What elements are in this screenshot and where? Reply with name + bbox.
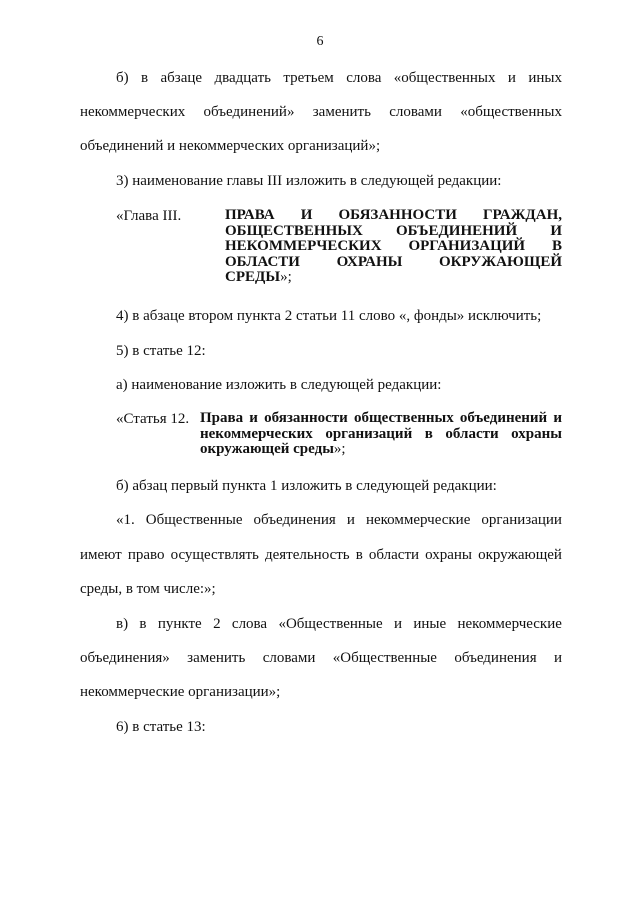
word: двадцать (214, 70, 271, 86)
word: словами (262, 650, 316, 666)
chapter-title-line: СРЕДЫ»; (225, 269, 292, 285)
word: объединения (253, 512, 336, 528)
article-title (200, 411, 562, 458)
word: в (355, 547, 363, 563)
word: и (507, 70, 516, 86)
word: слова (231, 616, 268, 632)
word: и (393, 616, 403, 632)
article-title-line: окружающей среды»; (200, 441, 346, 457)
text-line: 4) в абзаце втором пункта 2 статьи 11 слово «, фонды» исключить; (116, 308, 542, 324)
text-line: б) абзац первый пункта 1 изложить в следующей редакции: (116, 478, 497, 494)
word: иные (413, 616, 447, 632)
word: словами (389, 104, 442, 120)
word: «общественных (460, 104, 562, 120)
word: «Общественные (332, 650, 437, 666)
text-line (116, 70, 562, 87)
word: в (141, 70, 149, 86)
text-line: 6) в статье 13: (116, 719, 206, 735)
word: заменить (187, 650, 246, 666)
page-number: 6 (316, 34, 324, 49)
text-line (80, 104, 562, 121)
article-label: «Статья 12. (116, 411, 190, 427)
text-line: некоммерческие организации»; (80, 684, 281, 700)
text-line (116, 512, 562, 529)
word: объединений» (203, 104, 295, 120)
word: охраны (425, 547, 473, 563)
chapter-title (225, 208, 562, 286)
text-line (80, 650, 562, 667)
word: право (127, 547, 165, 563)
word: 2 (213, 616, 221, 632)
word: «1. (116, 512, 135, 528)
word: организации (481, 512, 562, 528)
text-line (80, 547, 562, 564)
word: окружающей (478, 547, 562, 563)
text-line: объединений и некоммерческих организаций»; (80, 138, 381, 154)
word: заменить (312, 104, 371, 120)
word: б) (116, 70, 129, 86)
text-line: 3) наименование главы III изложить в следующей редакции: (116, 173, 502, 189)
word: абзаце (160, 70, 203, 86)
word: третьем (283, 70, 334, 86)
word: «общественных (393, 70, 496, 86)
word: в (139, 616, 147, 632)
word: в) (116, 616, 129, 632)
chapter-title-line: НЕКОММЕРЧЕСКИХ ОРГАНИЗАЦИЙ В (225, 238, 562, 254)
word: иных (528, 70, 562, 86)
word: некоммерческие (365, 512, 471, 528)
text-line: 5) в статье 12: (116, 343, 206, 359)
chapter-title-line: ОБЛАСТИ ОХРАНЫ ОКРУЖАЮЩЕЙ (225, 253, 562, 270)
word: некоммерческих (80, 104, 186, 120)
word: и (553, 650, 562, 666)
chapter-title-line: ОБЩЕСТВЕННЫХ ОБЪЕДИНЕНИЙ И (225, 222, 562, 239)
text-line (116, 616, 562, 633)
article-title-block (116, 411, 562, 458)
word: области (368, 547, 420, 563)
word: объединения» (80, 650, 170, 666)
word: некоммерческие (457, 616, 562, 632)
chapter-title-block (116, 208, 562, 286)
chapter-label: «Глава III. (116, 208, 182, 224)
word: осуществлять (170, 547, 259, 563)
word: слова (346, 70, 382, 86)
word: и (346, 512, 355, 528)
word: деятельность (264, 547, 350, 563)
word: Общественные (145, 512, 243, 528)
word: объединения (454, 650, 537, 666)
text-line: а) наименование изложить в следующей редакции: (116, 377, 442, 393)
article-title-line: некоммерческих организаций в области охраны (200, 425, 562, 442)
word: «Общественные (278, 616, 383, 632)
word: имеют (80, 547, 122, 563)
article-title-line: Права и обязанности общественных объединений и (200, 410, 562, 426)
text-line: среды, в том числе:»; (80, 581, 216, 597)
word: пункте (157, 616, 202, 632)
chapter-title-line: ПРАВА И ОБЯЗАННОСТИ ГРАЖДАН, (225, 207, 562, 223)
